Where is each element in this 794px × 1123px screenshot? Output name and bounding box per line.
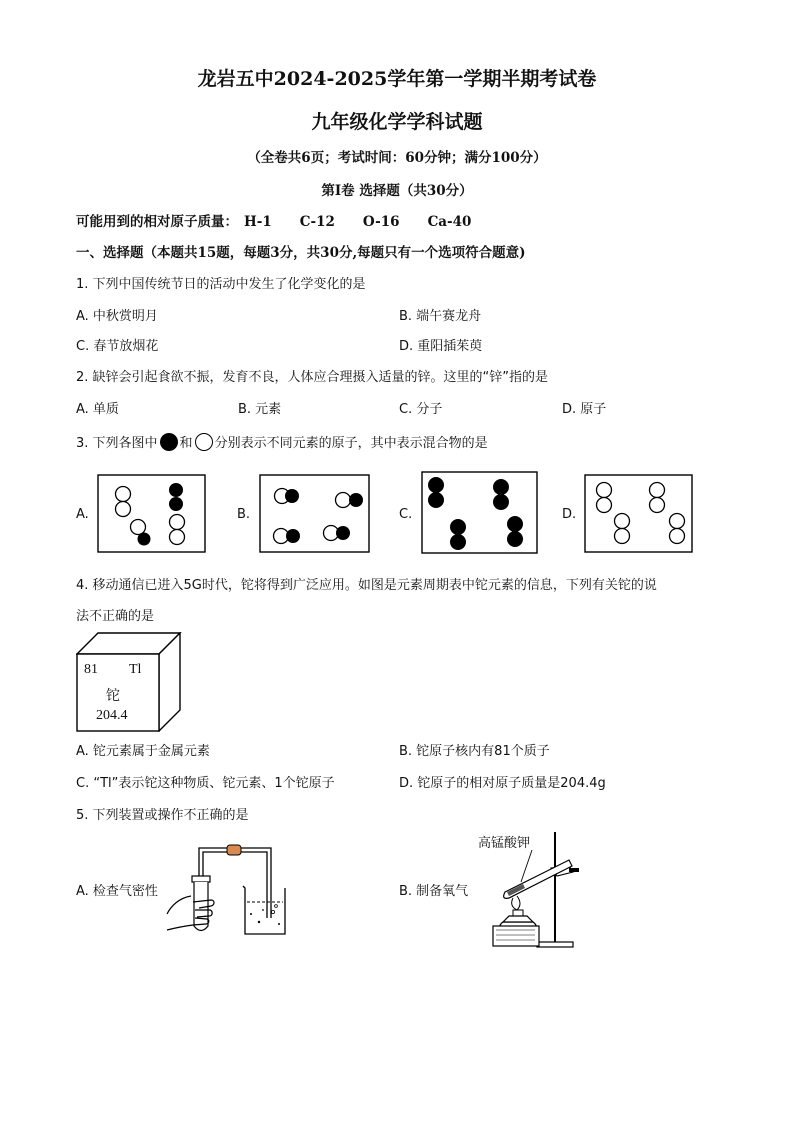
q3-stem-mid: 和 (179, 436, 193, 451)
q4-option-a[interactable]: A. 铊元素属于金属元素 (76, 744, 210, 759)
question-3-stem (76, 432, 488, 451)
particle-diagram-b (259, 474, 371, 554)
q3-stem-pre: 3. 下列各图中 (76, 436, 158, 451)
hollow-atom-icon (195, 433, 213, 451)
q3-option-d[interactable]: D. (562, 507, 577, 522)
q3-option-a[interactable]: A. (76, 507, 89, 522)
q2-option-c[interactable]: C. 分子 (399, 402, 443, 417)
section-heading: 第Ⅰ卷 选择题（共30分） (321, 183, 473, 199)
question-5-stem: 5. 下列装置或操作不正确的是 (76, 808, 249, 823)
element-name: 铊 (106, 688, 120, 704)
question-1-stem: 1. 下列中国传统节日的活动中发生了化学变化的是 (76, 277, 366, 292)
exam-subtitle: 九年级化学学科试题 (311, 111, 483, 133)
q4-option-d[interactable]: D. 铊原子的相对原子质量是204.4g (399, 776, 606, 791)
q3-stem-post: 分别表示不同元素的原子，其中表示混合物的是 (214, 436, 488, 451)
atomic-number: 81 (84, 662, 98, 677)
airtightness-apparatus-illustration (163, 838, 293, 940)
exam-info: （全卷共6页；考试时间：60分钟；满分100分） (247, 150, 547, 166)
atomic-mass-h: H-1 (244, 214, 272, 230)
oxygen-preparation-illustration (487, 826, 597, 952)
q1-option-d[interactable]: D. 重阳插茱萸 (399, 339, 483, 354)
element-symbol: Tl (129, 662, 142, 677)
atomic-mass: 204.4 (96, 708, 128, 723)
q4-option-b[interactable]: B. 铊原子核内有81个质子 (399, 744, 550, 759)
element-card (76, 632, 182, 732)
particle-diagram-a (97, 474, 207, 554)
atomic-mass-o: O-16 (362, 214, 400, 230)
q1-option-c[interactable]: C. 春节放烟花 (76, 339, 159, 354)
q2-option-a[interactable]: A. 单质 (76, 402, 119, 417)
q2-option-b[interactable]: B. 元素 (238, 402, 282, 417)
atomic-mass-ca: Ca-40 (427, 214, 472, 230)
question-2-stem: 2. 缺锌会引起食欲不振，发育不良，人体应合理摄入适量的锌。这里的“锌”指的是 (76, 370, 549, 385)
q3-option-b[interactable]: B. (237, 507, 251, 522)
question-4-stem-line2: 法不正确的是 (76, 609, 155, 624)
q5-option-a[interactable]: A. 检查气密性 (76, 884, 158, 899)
atomic-mass-line (76, 210, 493, 230)
atomic-mass-label: 可能用到的相对原子质量： (76, 214, 238, 230)
q4-option-c[interactable]: C. “Tl”表示铊这种物质、铊元素、1个铊原子 (76, 776, 335, 791)
atomic-mass-c: C-12 (299, 214, 335, 230)
q2-option-d[interactable]: D. 原子 (562, 402, 607, 417)
q3-option-c[interactable]: C. (399, 507, 413, 522)
part-heading: 一、选择题（本题共15题，每题3分，共30分,每题只有一个选项符合题意) (76, 245, 526, 261)
element-card-frame (76, 632, 182, 732)
exam-title: 龙岩五中2024-2025学年第一学期半期考试卷 (197, 68, 597, 90)
q1-option-b[interactable]: B. 端午赛龙舟 (399, 309, 482, 324)
q1-option-a[interactable]: A. 中秋赏明月 (76, 309, 158, 324)
filled-atom-icon (160, 433, 178, 451)
particle-diagram-c (421, 471, 539, 555)
q5-option-b[interactable]: B. 制备氧气 (399, 884, 469, 899)
question-4-stem-line1: 4. 移动通信已进入5G时代，铊将得到广泛应用。如图是元素周期表中铊元素的信息，下列有关铊的说 (76, 578, 657, 593)
potassium-permanganate-label: 高锰酸钾 (478, 836, 531, 851)
particle-diagram-d (584, 474, 694, 554)
